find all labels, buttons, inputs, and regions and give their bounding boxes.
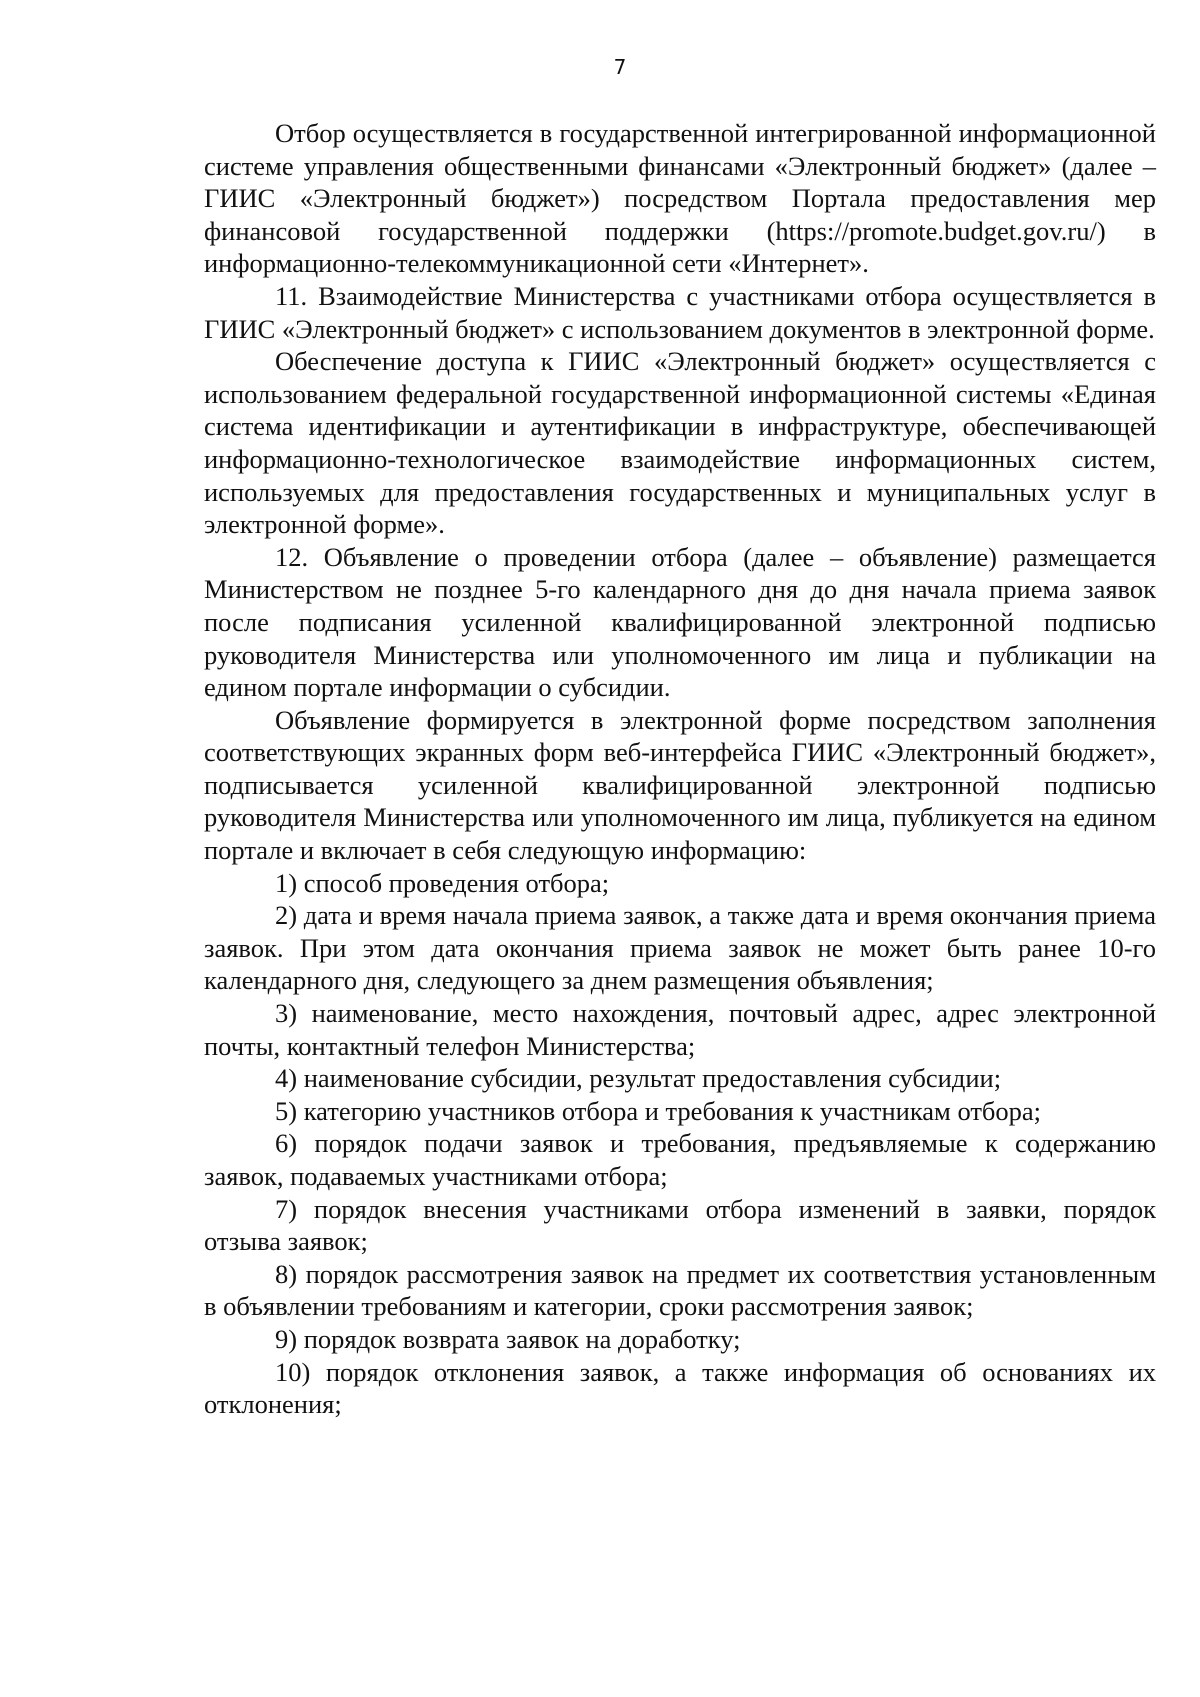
paragraph-access: Обеспечение доступа к ГИИС «Электронный бюджет» осуществляется с использованием федеральной государственной информационной системы «Единая система идентификации и аутентификации в инфраструктуре, обеспечивающей информационно-технологическое взаимодействие информационных систем, используемых для предоставления государственных и муниципальных услуг в электронной форме». (204, 346, 1156, 540)
list-item-7: 7) порядок внесения участниками отбора изменений в заявки, порядок отзыва заявок; (204, 1193, 1156, 1257)
list-item-2: 2) дата и время начала приема заявок, а также дата и время окончания приема заявок. При этом дата окончания приема заявок не может быть ранее 10-го календарного дня, следующего за днем размещения объявления; (204, 900, 1156, 996)
list-item-9: 9) порядок возврата заявок на доработку; (275, 1323, 741, 1354)
list-item-1: 1) способ проведения отбора; (275, 867, 610, 898)
paragraph-12-announcement: 12. Объявление о проведении отбора (далее – объявление) размещается Министерством не позднее 5-го календарного дня до дня начала приема заявок после подписания усиленной квалифицированной электронной подписью руководителя Министерства или уполномоченного им лица и публикации на едином портале информации о субсидии. (204, 541, 1156, 703)
list-item-5: 5) категорию участников отбора и требования к участникам отбора; (275, 1095, 1042, 1126)
list-item-8: 8) порядок рассмотрения заявок на предмет их соответствия установленным в объявлении требованиям и категории, сроки рассмотрения заявок; (204, 1258, 1156, 1322)
paragraph-selection-system: Отбор осуществляется в государственной интегрированной информационной системе управления общественными финансами «Электронный бюджет» (далее – ГИИС «Электронный бюджет») посредством Портала предоставления мер финансовой государственной поддержки (https://promote.budget.gov.ru/) в информационно-телекоммуникационной сети «Интернет». (204, 118, 1156, 279)
list-item-6: 6) порядок подачи заявок и требования, предъявляемые к содержанию заявок, подаваемых участниками отбора; (204, 1128, 1156, 1191)
list-item-4: 4) наименование субсидии, результат предоставления субсидии; (275, 1063, 1002, 1094)
paragraph-11-interaction: 11. Взаимодействие Министерства с участниками отбора осуществляется в ГИИС «Электронный бюджет» с использованием документов в электронной форме. (204, 280, 1156, 344)
list-item-3: 3) наименование, место нахождения, почтовый адрес, адрес электронной почты, контактный телефон Министерства; (204, 998, 1156, 1061)
page-number: 7 (613, 55, 627, 79)
paragraph-announcement-content: Объявление формируется в электронной форме посредством заполнения соответствующих экранных форм веб-интерфейса ГИИС «Электронный бюджет», подписывается усиленной квалифицированной электронной подписью руководителя Министерства или уполномоченного им лица, публикуется на едином портале и включает в себя следующую информацию: (204, 704, 1156, 866)
list-item-10: 10) порядок отклонения заявок, а также информация об основаниях их отклонения; (204, 1356, 1156, 1420)
document-body (204, 117, 1156, 1421)
